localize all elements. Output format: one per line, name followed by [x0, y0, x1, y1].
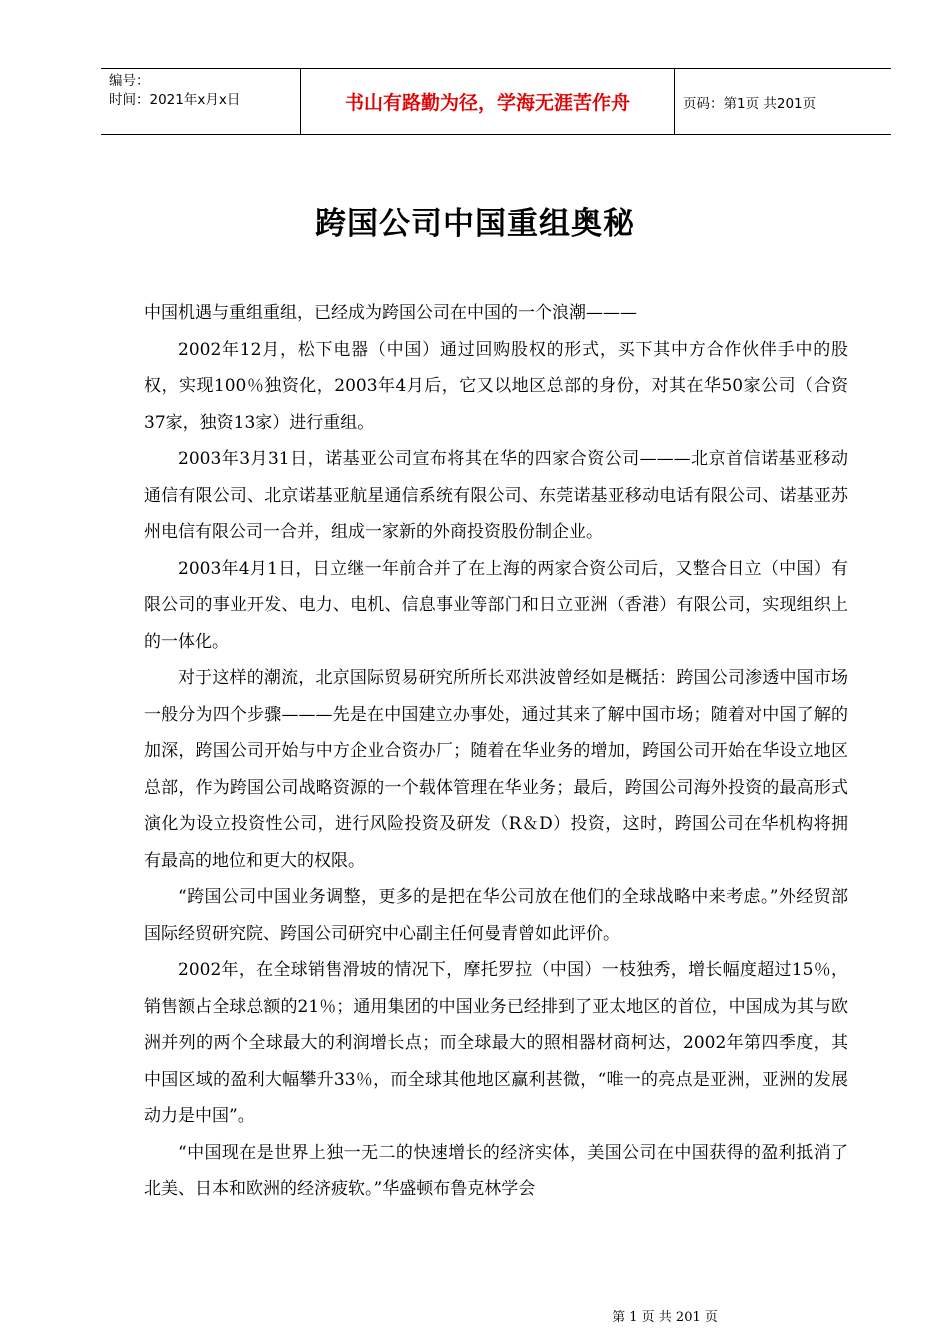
body-paragraph: “中国现在是世界上独一无二的快速增长的经济实体，美国公司在中国获得的盈利抵消了北美、日本和欧洲的经济疲软。”华盛顿布鲁克林学会 [144, 1142, 848, 1199]
document-time-label: 时间：2021年x月x日 [109, 92, 241, 108]
page-footer: 第 1 页 共 201 页 [612, 1310, 718, 1325]
body-paragraph: 2003年4月1日，日立继一年前合并了在上海的两家合资公司后，又整合日立（中国）有限公司的事业开发、电力、电机、信息事业等部门和日立亚洲（香港）有限公司，实现组织上的一体化。 [144, 558, 848, 652]
body-paragraph: 对于这样的潮流，北京国际贸易研究所所长邓洪波曾经如是概括：跨国公司渗透中国市场一般分为四个步骤———先是在中国建立办事处，通过其来了解中国市场；随着对中国了解的加深，跨国公司开始与中方企业合资办厂；随着在华业务的增加，跨国公司开始在华设立地区总部，作为跨国公司战略资源的一个载体管理在华业务；最后，跨国公司海外投资的最高形式演化为设立投资性公司，进行风险投资及研发（R＆D）投资，这时，跨国公司在华机构将拥有最高的地位和更大的权限。 [144, 668, 848, 871]
document-body [144, 295, 848, 1208]
header-meta-cell [101, 69, 301, 134]
document-header [101, 68, 891, 135]
document-title: 跨国公司中国重组奥秘 [315, 206, 635, 242]
body-paragraph: 中国机遇与重组重组，已经成为跨国公司在中国的一个浪潮——— [144, 303, 637, 323]
body-paragraph: 2002年12月，松下电器（中国）通过回购股权的形式，买下其中方合作伙伴手中的股权，实现100％独资化，2003年4月后，它又以地区总部的身份，对其在华50家公司（合资37家，独资13家）进行重组。 [144, 339, 848, 433]
body-paragraph: “跨国公司中国业务调整，更多的是把在华公司放在他们的全球战略中来考虑。”外经贸部国际经贸研究院、跨国公司研究中心副主任何曼青曾如此评价。 [144, 887, 848, 944]
document-number-label: 编号： [109, 73, 150, 89]
body-paragraph: 2003年3月31日，诺基亚公司宣布将其在华的四家合资公司———北京首信诺基亚移动通信有限公司、北京诺基亚航星通信系统有限公司、东莞诺基亚移动电话有限公司、诺基亚苏州电信有限公司一合并，组成一家新的外商投资股份制企业。 [144, 449, 848, 542]
header-motto: 书山有路勤为径，学海无涯苦作舟 [301, 69, 675, 134]
header-page-info: 页码：第1页 共201页 [683, 95, 817, 112]
body-paragraph: 2002年，在全球销售滑坡的情况下，摩托罗拉（中国）一枝独秀，增长幅度超过15％，销售额占全球总额的21％；通用集团的中国业务已经排到了亚太地区的首位，中国成为其与欧洲并列的两个全球最大的利润增长点；而全球最大的照相器材商柯达，2002年第四季度，其中国区域的盈利大幅攀升33％，而全球其他地区赢利甚微，“唯一的亮点是亚洲，亚洲的发展动力是中国”。 [144, 960, 848, 1126]
